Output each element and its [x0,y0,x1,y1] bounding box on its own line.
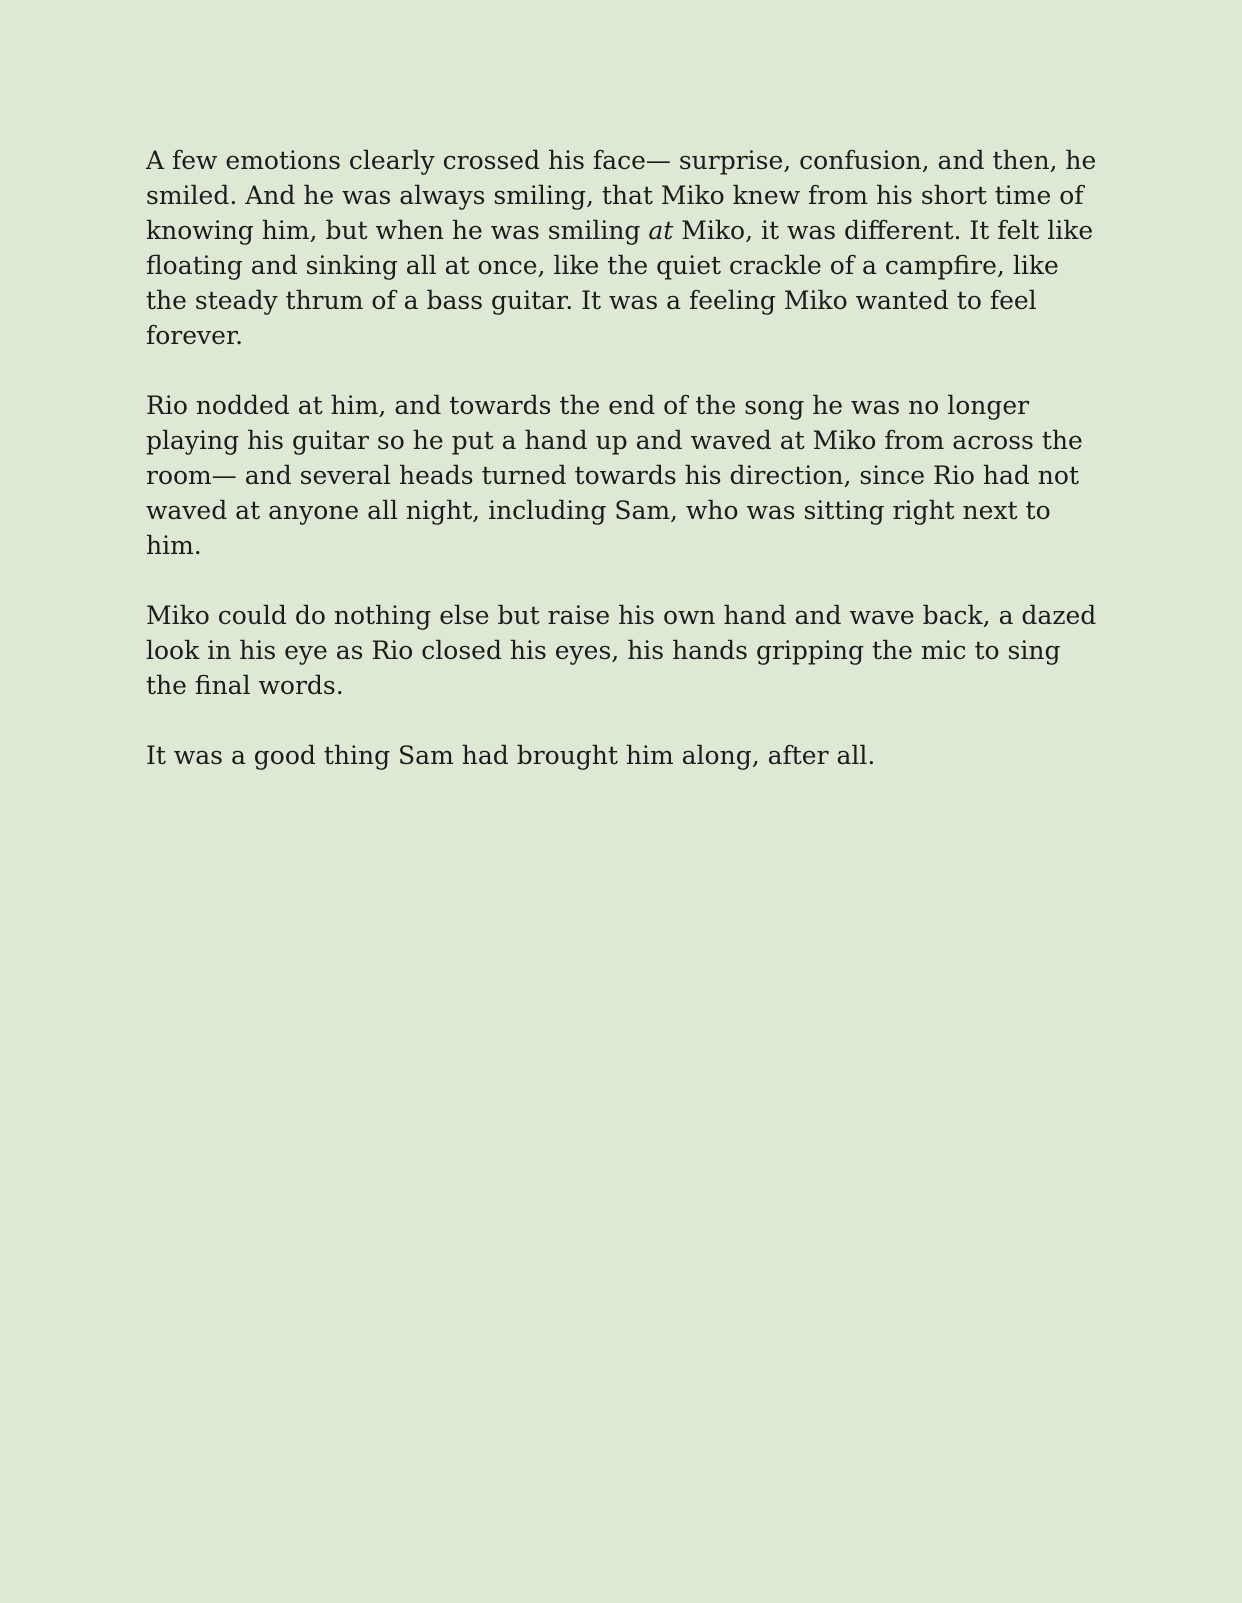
paragraph-1 [146,143,1106,353]
paragraph-2: Rio nodded at him, and towards the end of the song he was no longer playing his guitar so he put a hand up and waved at Miko from across the room— and several heads turned towards his direction, since Rio had not waved at anyone all night, including Sam, who was sitting right next to him. [146,391,1083,560]
paragraph-1-text-end: Miko, it was different. It felt like floating and sinking all at once, like the quiet crackle of a campfire, like the steady thrum of a bass guitar. It was a feeling Miko wanted to feel forever. [146,216,1094,350]
paragraph-4: It was a good thing Sam had brought him along, after all. [146,741,876,770]
paragraph-1-emphasis: at [648,216,674,245]
paragraph-1-text-start: A few emotions clearly crossed his face— surprise, confusion, and then, he smiled. And he was always smiling, that Miko knew from his short time of knowing him, but when he was smiling [146,146,1097,245]
document-body [146,143,1106,773]
paragraph-3: Miko could do nothing else but raise his own hand and wave back, a dazed look in his eye as Rio closed his eyes, his hands gripping the mic to sing the final words. [146,601,1097,700]
